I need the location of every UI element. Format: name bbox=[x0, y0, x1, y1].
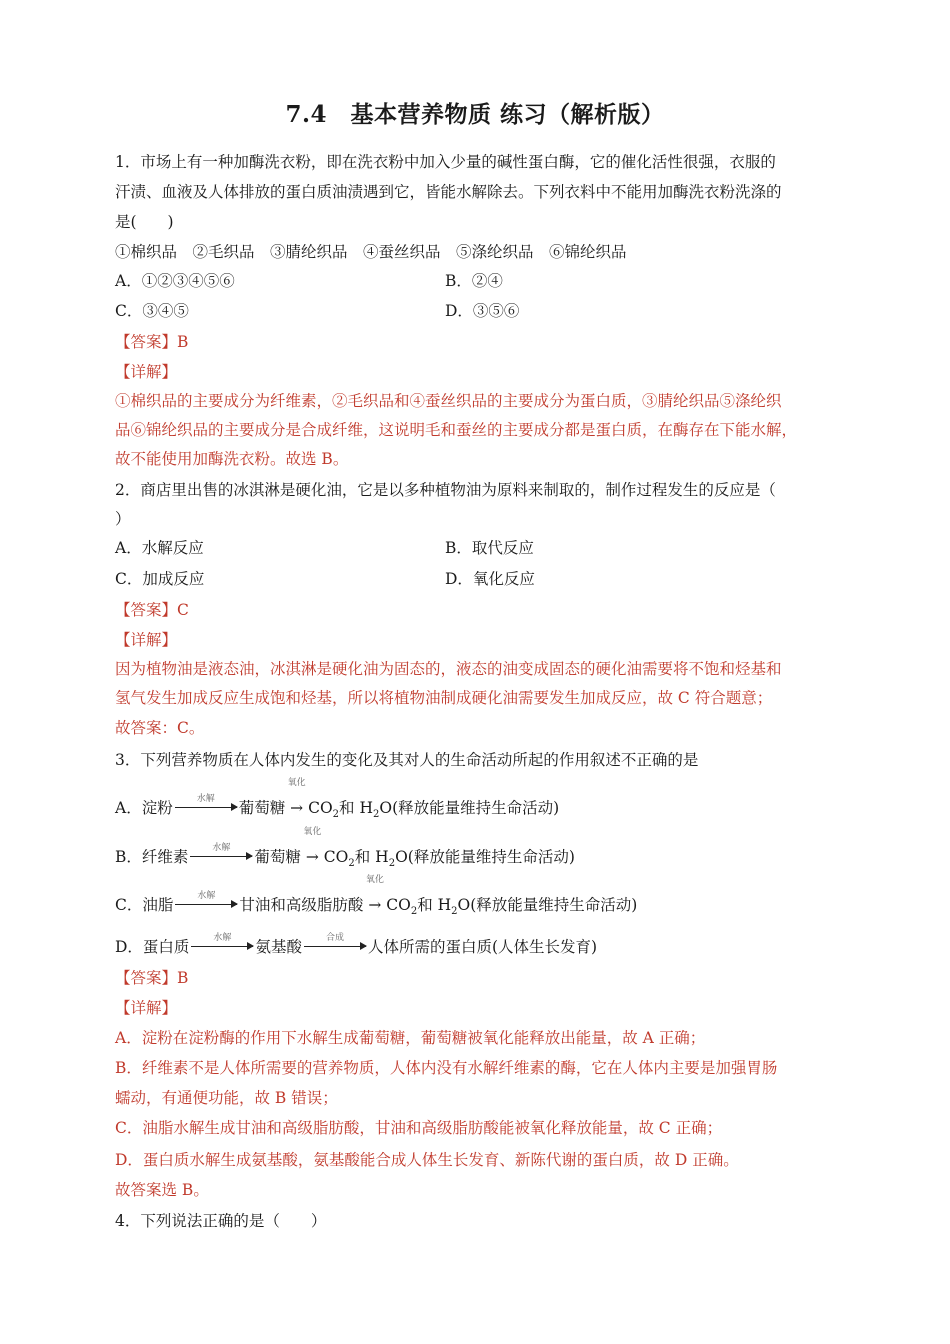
q3-b-middle: 葡萄糖 bbox=[254, 848, 301, 866]
q3-stem: 3．下列营养物质在人体内发生的变化及其对人的生命活动所起的作用叙述不正确的是 bbox=[115, 751, 699, 769]
q3-explanation-line5: D．蛋白质水解生成氨基酸，氨基酸能合成人体生长发育、新陈代谢的蛋白质，故 D 正确。 bbox=[115, 1151, 739, 1169]
q3-d-tail: 人体所需的蛋白质(人体生长发育) bbox=[367, 938, 598, 956]
q3-a-sub-h: 2 bbox=[373, 809, 380, 821]
q3-d-prefix: D．蛋白质 bbox=[115, 938, 190, 956]
q3-b-arrow2-label: 氧化 bbox=[303, 827, 322, 837]
q3-c-co: CO bbox=[386, 896, 411, 914]
q3-a-arrow2-label: 氧化 bbox=[287, 778, 306, 788]
reaction-arrow-icon: → 氧化 bbox=[290, 798, 303, 818]
q3-c-sub: 2 bbox=[410, 906, 418, 918]
q3-a-tail: 和 H bbox=[339, 799, 373, 817]
reaction-arrow-icon bbox=[304, 933, 366, 947]
q3-a-arrow1-label: 水解 bbox=[196, 794, 215, 804]
q3-c-sub-h: 2 bbox=[451, 906, 458, 918]
q2-explanation-line2: 氢气发生加成反应生成饱和烃基，所以将植物油制成硬化油需要发生加成反应，故 C 符合题意； bbox=[115, 689, 773, 707]
q2-option-d: D．氧化反应 bbox=[445, 570, 535, 588]
q3-d-arrow2-label: 合成 bbox=[325, 933, 344, 943]
q1-option-d: D．③⑤⑥ bbox=[445, 302, 520, 320]
q1-stem-line1: 1．市场上有一种加酶洗衣粉，即在洗衣粉中加入少量的碱性蛋白酶，它的催化活性很强，衣服的 bbox=[115, 153, 776, 171]
reaction-arrow-icon bbox=[191, 933, 253, 947]
reaction-arrow-icon bbox=[175, 891, 237, 905]
q1-answer: 【答案】B bbox=[115, 333, 189, 351]
q3-d-middle: 氨基酸 bbox=[255, 938, 302, 956]
q1-items: ①棉织品 ②毛织品 ③腈纶织品 ④蚕丝织品 ⑤涤纶织品 ⑥锦纶织品 bbox=[115, 243, 627, 261]
q3-b-sub-h: 2 bbox=[388, 858, 396, 870]
q2-stem-line1: 2．商店里出售的冰淇淋是硬化油，它是以多种植物油为原料来制取的，制作过程发生的反应是（ bbox=[115, 481, 776, 499]
q1-option-a: A．①②③④⑤⑥ bbox=[115, 272, 235, 290]
q3-d-arrow1-label: 水解 bbox=[213, 933, 232, 943]
q1-detail-label: 【详解】 bbox=[115, 363, 178, 381]
q3-option-d bbox=[115, 933, 598, 957]
q1-option-b: B．②④ bbox=[445, 272, 503, 290]
q1-option-c: C．③④⑤ bbox=[115, 302, 189, 320]
q3-b-tail2: O(释放能量维持生命活动) bbox=[395, 848, 575, 866]
q2-option-a: A．水解反应 bbox=[115, 539, 204, 557]
q1-stem-line3: 是( ) bbox=[115, 213, 174, 231]
reaction-arrow-icon: → 氧化 bbox=[368, 895, 381, 915]
q3-explanation-line6: 故答案选 B。 bbox=[115, 1181, 209, 1199]
q2-explanation-line3: 故答案：C。 bbox=[115, 719, 205, 737]
q3-explanation-line4: C．油脂水解生成甘油和高级脂肪酸，甘油和高级脂肪酸能被氧化释放能量，故 C 正确； bbox=[115, 1119, 723, 1137]
q3-c-arrow2-label: 氧化 bbox=[365, 875, 384, 885]
q3-option-a bbox=[115, 778, 560, 825]
q3-c-arrow1-label: 水解 bbox=[197, 891, 216, 901]
q3-b-co: CO bbox=[323, 848, 349, 866]
q2-explanation-line1: 因为植物油是液态油，冰淇淋是硬化油为固态的，液态的油变成固态的硬化油需要将不饱和烃基和 bbox=[115, 660, 782, 678]
q4-stem: 4．下列说法正确的是（ ） bbox=[115, 1212, 327, 1230]
q3-a-co: CO bbox=[308, 799, 333, 817]
q3-answer: 【答案】B bbox=[115, 969, 189, 987]
q3-c-middle: 甘油和高级脂肪酸 bbox=[239, 896, 364, 914]
q2-answer: 【答案】C bbox=[115, 601, 189, 619]
q3-c-tail: 和 H bbox=[417, 896, 452, 914]
q3-explanation-line1: A．淀粉在淀粉酶的作用下水解生成葡萄糖，葡萄糖被氧化能释放出能量，故 A 正确； bbox=[115, 1029, 706, 1047]
q3-c-prefix: C．油脂 bbox=[115, 896, 174, 914]
q3-explanation-line3: 蠕动，有通便功能，故 B 错误； bbox=[115, 1089, 338, 1107]
q3-a-tail2: O(释放能量维持生命活动) bbox=[379, 799, 560, 817]
q2-stem-line2: ） bbox=[115, 510, 131, 528]
q3-a-sub: 2 bbox=[332, 809, 340, 821]
q3-a-prefix: A．淀粉 bbox=[115, 799, 173, 817]
q3-option-b bbox=[115, 827, 575, 874]
q3-b-sub: 2 bbox=[348, 858, 355, 870]
q1-stem-line2: 汗渍、血液及人体排放的蛋白质油渍遇到它，皆能水解除去。下列衣料中不能用加酶洗衣粉洗涤的 bbox=[115, 183, 782, 201]
q2-detail-label: 【详解】 bbox=[115, 631, 178, 649]
q3-option-c bbox=[115, 875, 638, 922]
q3-c-tail2: O(释放能量维持生命活动) bbox=[457, 896, 638, 914]
q3-a-middle: 葡萄糖 bbox=[238, 799, 286, 817]
q2-option-b: B．取代反应 bbox=[445, 539, 534, 557]
reaction-arrow-icon bbox=[175, 794, 237, 808]
q3-detail-label: 【详解】 bbox=[115, 999, 178, 1017]
q1-explanation-line2: 品⑥锦纶织品的主要成分是合成纤维，这说明毛和蚕丝的主要成分都是蛋白质，在酶存在下能水解， bbox=[115, 421, 798, 439]
q1-explanation-line3: 故不能使用加酶洗衣粉。故选 B。 bbox=[115, 450, 349, 468]
q2-option-c: C．加成反应 bbox=[115, 570, 205, 588]
page-title: 7.4 基本营养物质 练习（解析版） bbox=[285, 101, 665, 128]
q1-explanation-line1: ①棉织品的主要成分为纤维素，②毛织品和④蚕丝织品的主要成分为蛋白质，③腈纶织品⑤涤纶织 bbox=[115, 392, 782, 410]
reaction-arrow-icon: → 氧化 bbox=[306, 847, 319, 867]
reaction-arrow-icon bbox=[190, 843, 252, 857]
q3-b-tail: 和 H bbox=[354, 848, 389, 866]
q3-b-arrow1-label: 水解 bbox=[212, 843, 231, 853]
q3-explanation-line2: B．纤维素不是人体所需要的营养物质，人体内没有水解纤维素的酶，它在人体内主要是加强胃肠 bbox=[115, 1059, 778, 1077]
q3-b-prefix: B．纤维素 bbox=[115, 848, 189, 866]
